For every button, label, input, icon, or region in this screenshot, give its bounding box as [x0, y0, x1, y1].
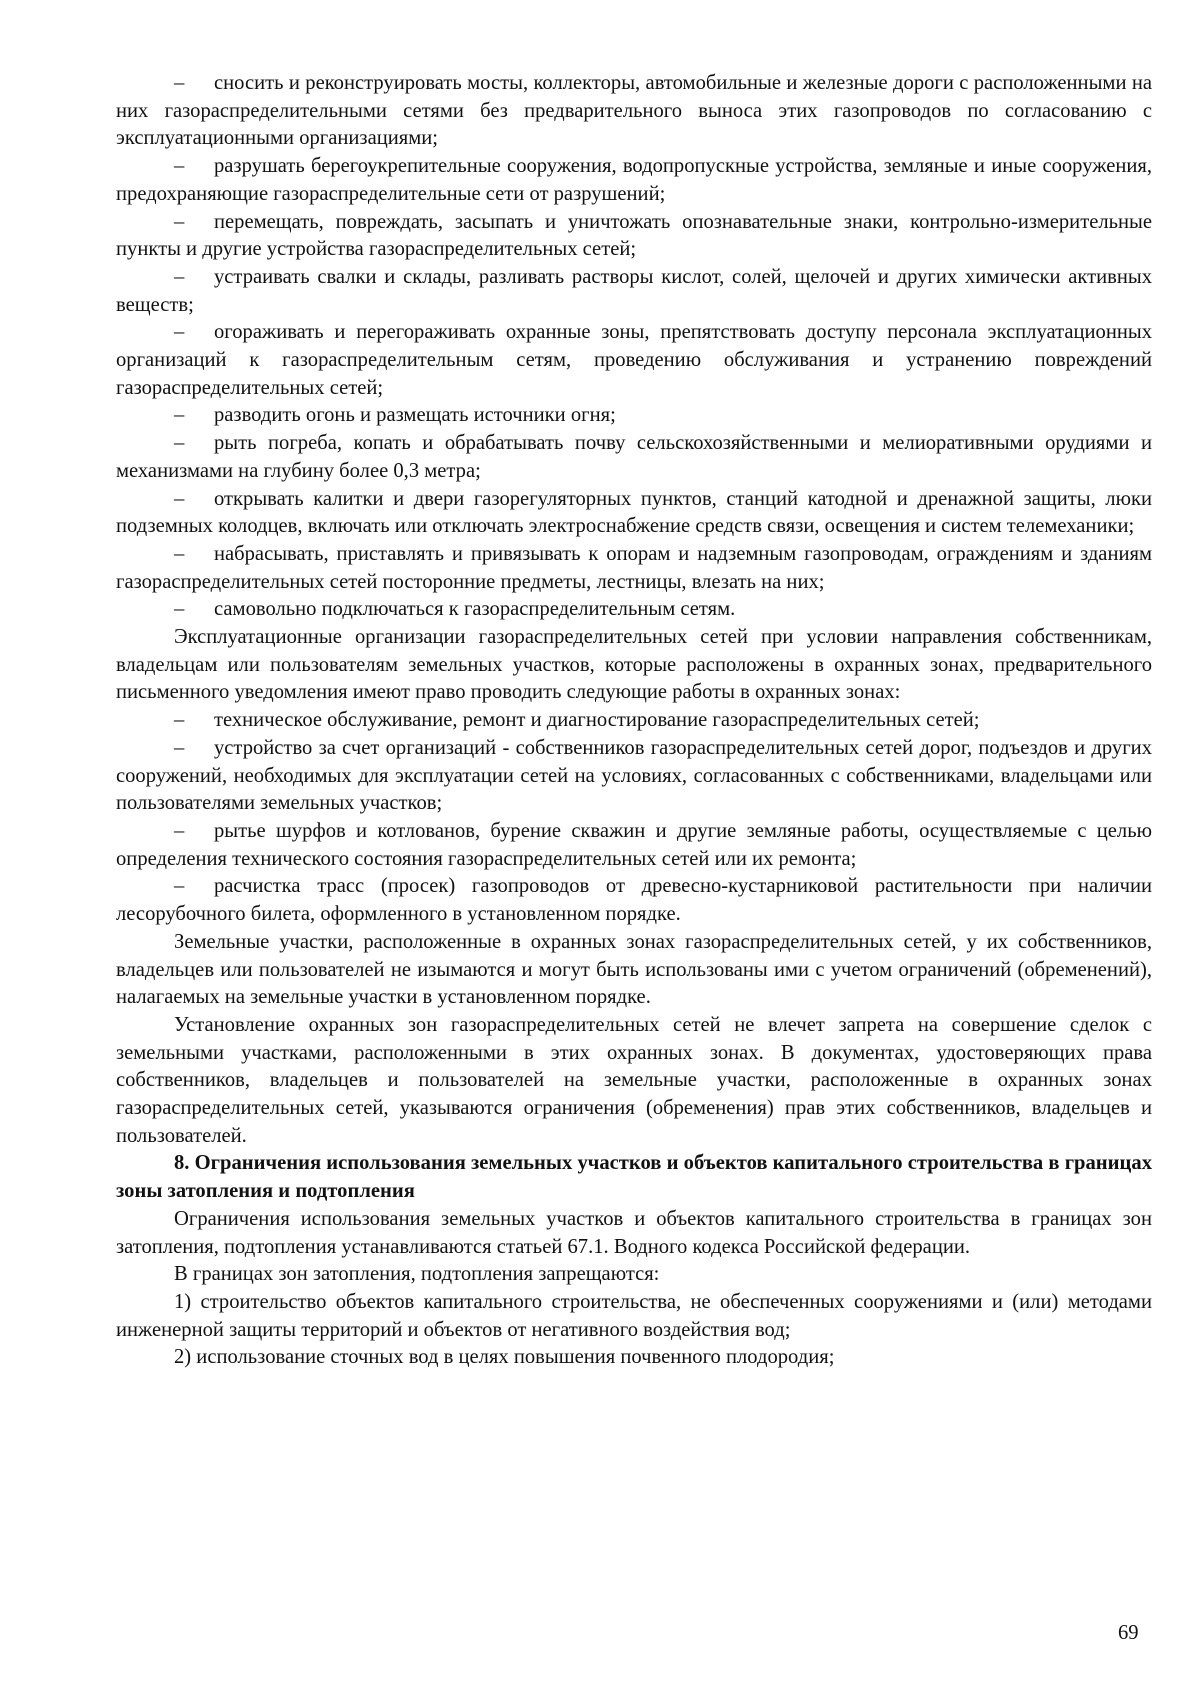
- body-paragraph: Земельные участки, расположенные в охранных зонах газораспределительных сетей, у их собственников, владельцев или пользователей не изымаются и могут быть использованы ими с учетом ограничений (обременений), налагаемых на земельные участки в установленном порядке.: [116, 930, 1152, 1009]
- list-item-text: рыть погреба, копать и обрабатывать почву сельскохозяйственными и мелиоративными орудиями и механизмами на глубину более 0,3 метра;: [116, 432, 1152, 482]
- list-item-text: огораживать и перегораживать охранные зоны, препятствовать доступу персонала эксплуатационных организаций к газораспределительным сетям, проведению обслуживания и устранению повреждений газораспределительных сетей;: [116, 321, 1152, 399]
- dash-marker: –: [174, 155, 185, 178]
- list-item: [116, 402, 1152, 430]
- dash-marker: –: [174, 709, 185, 732]
- list-item-text: разрушать берегоукрепительные сооружения, водопропускные устройства, земляные и иные сооружения, предохраняющие газораспределительные сети от разрушений;: [116, 155, 1152, 205]
- dash-marker: –: [174, 72, 185, 94]
- section-heading: 8. Ограничения использования земельных участков и объектов капитального строительства в границах зоны затопления и подтопления: [116, 1152, 1152, 1203]
- numbered-paragraph: 1) строительство объектов капитального строительства, не обеспеченных сооружениями и (или) методами инженерной защиты территорий и объектов от негативного воздействия вод;: [116, 1290, 1152, 1341]
- list-item-text: открывать калитки и двери газорегуляторных пунктов, станций катодной и дренажной защиты, люки подземных колодцев, включать или отключать электроснабжение средств связи, освещения и систем телемеханики;: [116, 487, 1152, 538]
- dash-marker: –: [174, 875, 185, 898]
- list-item: [116, 873, 1152, 928]
- dash-marker: –: [174, 736, 185, 759]
- body-paragraph: Эксплуатационные организации газораспределительных сетей при условии направления собственникам, владельцам или пользователям земельных участков, которые расположены в охранных зонах, предварительного письменного уведомления имеют право проводить следующие работы в охранных зонах:: [116, 626, 1152, 704]
- list-item-text: рытье шурфов и котлованов, бурение скважин и другие земляные работы, осуществляемые с целью определения технического состояния газораспределительных сетей или их ремонта;: [116, 819, 1152, 870]
- list-item-text: устройство за счет организаций - собственников газораспределительных сетей дорог, подъездов и других сооружений, необходимых для эксплуатации сетей на условиях, согласованных с собственниками, владельцами или пользователями земельных участков;: [116, 736, 1152, 815]
- list-item: [116, 541, 1152, 596]
- list-item: [116, 153, 1152, 208]
- dash-marker: –: [174, 598, 185, 621]
- dash-marker: –: [174, 432, 185, 455]
- dash-marker: –: [174, 819, 185, 842]
- dash-marker: –: [174, 321, 185, 344]
- list-item: [116, 70, 1152, 153]
- list-item-text: самовольно подключаться к газораспределительным сетям.: [214, 598, 736, 621]
- dash-marker: –: [174, 210, 185, 233]
- list-item: [116, 209, 1152, 264]
- list-item-text: расчистка трасс (просек) газопроводов от древесно-кустарниковой растительности при наличии лесорубочного билета, оформленного в установленном порядке.: [116, 875, 1152, 926]
- list-item-text: перемещать, повреждать, засыпать и уничтожать опознавательные знаки, контрольно-измерительные пункты и другие устройства газораспределительных сетей;: [116, 210, 1152, 261]
- dash-marker: –: [174, 265, 185, 288]
- list-item-text: набрасывать, приставлять и привязывать к опорам и надземным газопроводам, ограждениям и зданиям газораспределительных сетей посторонние предметы, лестницы, влезать на них;: [116, 542, 1152, 593]
- list-item-text: сносить и реконструировать мосты, коллекторы, автомобильные и железные дороги с расположенными на них газораспределительными сетями без предварительного выноса этих газопроводов по согласованию с эксплуатационными организациями;: [116, 72, 1152, 150]
- dash-marker: –: [174, 487, 185, 510]
- list-item: [116, 818, 1152, 873]
- list-item: [116, 430, 1152, 485]
- list-item-text: разводить огонь и размещать источники огня;: [214, 404, 616, 427]
- dash-marker: –: [174, 542, 185, 565]
- body-paragraph: Установление охранных зон газораспределительных сетей не влечет запрета на совершение сделок с земельными участками, расположенными в этих охранных зонах. В документах, удостоверяющих права собственников, владельцев и пользователей на земельные участки, расположенные в охранных зонах газораспределительных сетей, указываются ограничения (обременения) прав этих собственников, владельцев и пользователей.: [116, 1013, 1152, 1147]
- list-item: [116, 596, 1152, 624]
- list-item: [116, 319, 1152, 402]
- body-paragraph: В границах зон затопления, подтопления запрещаются:: [174, 1263, 660, 1286]
- dash-marker: –: [174, 404, 185, 427]
- list-item-text: техническое обслуживание, ремонт и диагностирование газораспределительных сетей;: [214, 709, 980, 732]
- numbered-paragraph: 2) использование сточных вод в целях повышения почвенного плодородия;: [174, 1346, 835, 1369]
- list-item: [116, 486, 1152, 541]
- list-item: [116, 264, 1152, 319]
- body-paragraph: Ограничения использования земельных участков и объектов капитального строительства в границах зон затопления, подтопления устанавливаются статьей 67.1. Водного кодекса Российской федерации.: [116, 1207, 1152, 1258]
- document-page: [116, 70, 1152, 1372]
- list-item: [116, 707, 1152, 735]
- page-number: 69: [1118, 1622, 1139, 1644]
- list-item-text: устраивать свалки и склады, разливать растворы кислот, солей, щелочей и других химически активных веществ;: [116, 265, 1152, 316]
- list-item: [116, 735, 1152, 818]
